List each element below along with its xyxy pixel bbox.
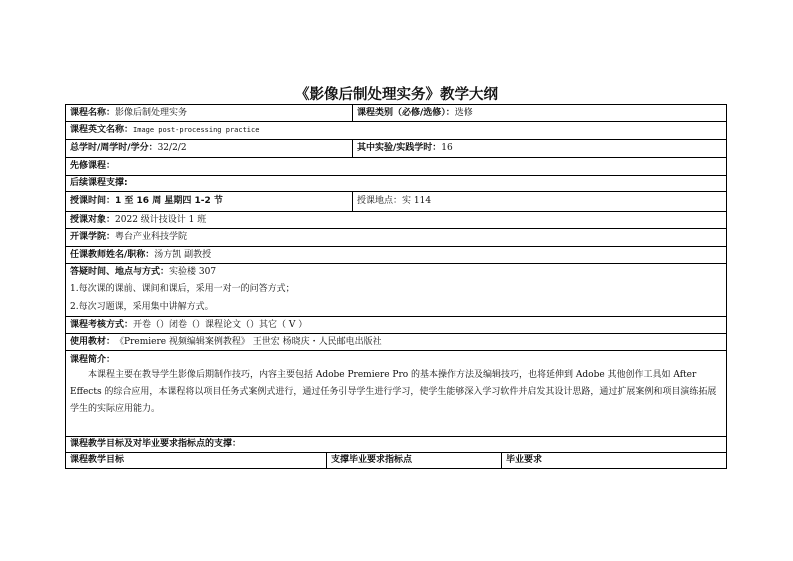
column-header: 毕业要求 — [506, 455, 543, 465]
document-title: 《影像后制处理实务》教学大纲 — [295, 87, 498, 103]
row-teacher — [66, 246, 726, 263]
column-header: 课程教学目标 — [70, 455, 125, 465]
row-intro — [66, 350, 726, 436]
row-qa-1 — [66, 281, 726, 298]
row-target — [66, 211, 726, 228]
label: 课程名称： — [70, 107, 116, 118]
label: 后续课程支撑: — [70, 178, 128, 188]
syllabus-table — [65, 104, 727, 469]
label: 其中实验/实践学时： — [357, 143, 442, 153]
row-textbook — [66, 333, 726, 350]
row-goals-header — [66, 452, 726, 468]
label: 答疑时间、地点与方式： — [70, 267, 170, 277]
value: 《Premiere 视频编辑案例教程》 王世宏 杨晓庆・人民邮电出版社 — [115, 336, 382, 347]
row-goals — [66, 436, 726, 452]
value: 实验楼 307 — [169, 267, 217, 277]
value: 选修 — [454, 107, 473, 118]
row-qa-2 — [66, 298, 726, 316]
label: 授课时间： — [70, 196, 116, 206]
row-college — [66, 228, 726, 246]
row-exam — [66, 316, 726, 333]
intro-text: 本课程主要在教导学生影像后期制作技巧，内容主要包括 Adobe Premiere Pro 的基本操作方法及编辑技巧，也将延伸到 Adobe 其他创作工具如 After Effects 的综合应用，本课程将以项目任务式案例式进行，通过任务引导学生进行学习，使学生能够深入学习软件并启发其设计思路，通过扩展案例和项目演练拓展学生的实际应用能力。 — [70, 370, 717, 414]
label: 课程英文名称： — [70, 125, 134, 135]
row-english-name — [66, 121, 726, 139]
value: 1 至 16 周 星期四 1-2 节 — [115, 196, 223, 206]
column-header: 支撑毕业要求指标点 — [331, 455, 413, 465]
label: 使用教材： — [70, 336, 116, 347]
label: 课程考核方式： — [70, 319, 134, 330]
label: 任课教师姓名/职称： — [70, 249, 155, 260]
label: 课程类别（必修/选修）： — [357, 107, 455, 118]
value: 1.每次课的课前、课间和课后，采用一对一的问答方式； — [70, 284, 295, 294]
row-course-name — [66, 105, 726, 121]
value: 32/2/2 — [157, 143, 187, 153]
value: Image post-processing practice — [133, 126, 260, 134]
value: 开卷（）闭卷（）课程论文（）其它（ V ） — [133, 319, 308, 330]
label: 授课对象： — [70, 214, 116, 225]
value: 影像后制处理实务 — [115, 107, 188, 118]
value: 2022 级计技设计 1 班 — [115, 214, 207, 225]
value: 汤方凯 副教授 — [154, 249, 212, 260]
label: 开课学院： — [70, 232, 116, 242]
label: 先修课程： — [70, 161, 116, 171]
label: 课程简介： — [70, 355, 116, 365]
label: 总学时/周学时/学分： — [70, 143, 158, 153]
value: 授课地点：实 114 — [357, 196, 432, 206]
value: 16 — [441, 143, 453, 153]
label: 课程教学目标及对毕业要求指标点的支撑： — [70, 439, 242, 449]
row-qa — [66, 263, 726, 281]
row-follow — [66, 175, 726, 191]
row-prereq — [66, 157, 726, 175]
row-hours — [66, 139, 726, 157]
row-time — [66, 191, 726, 211]
value: 2.每次习题课，采用集中讲解方式。 — [70, 301, 214, 312]
value: 粤台产业科技学院 — [115, 232, 188, 242]
